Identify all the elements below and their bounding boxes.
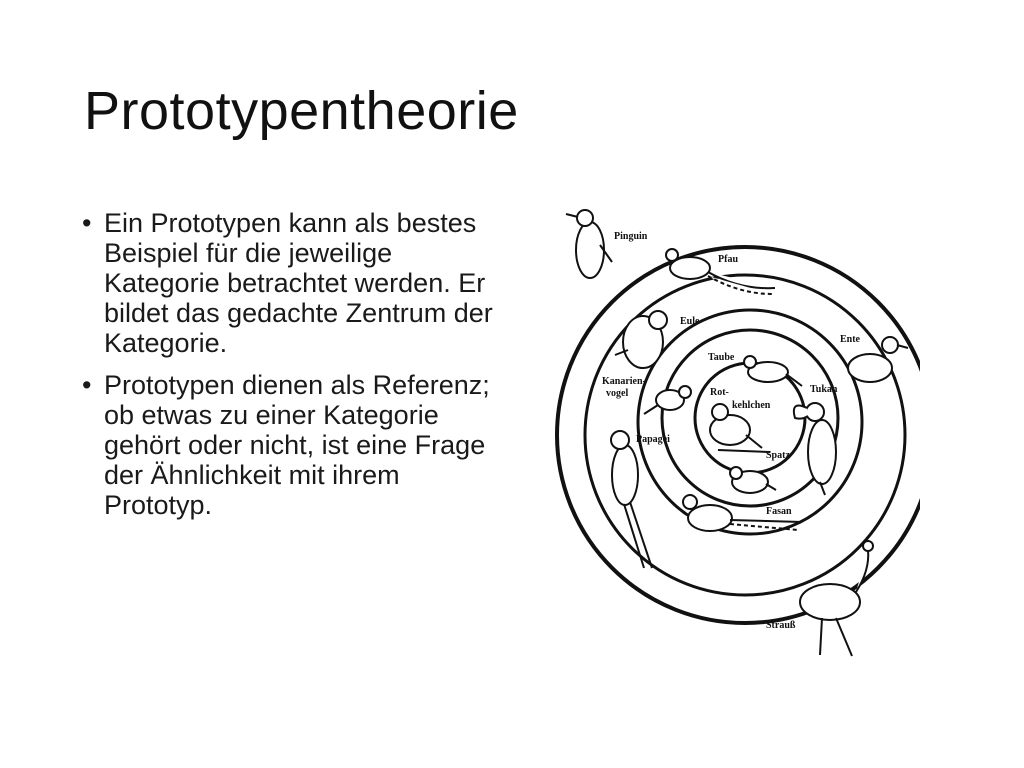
label-strauss: Strauß bbox=[766, 620, 796, 631]
toucan-icon bbox=[794, 403, 836, 495]
label-taube: Taube bbox=[708, 352, 735, 363]
label-fasan: Fasan bbox=[766, 506, 792, 517]
owl-icon bbox=[615, 311, 667, 368]
robin-icon bbox=[710, 404, 770, 452]
slide-title: Prototypentheorie bbox=[84, 81, 519, 141]
bullet-item: • Ein Prototypen kann als bestes Beispiel für die jeweilige Kategorie betrachtet werden. Er bildet das gedachte Zentrum der Kategorie. bbox=[82, 208, 502, 358]
label-papagei: Papagei bbox=[636, 434, 670, 445]
label-kanarienvogel-line2: vogel bbox=[606, 388, 629, 399]
prototype-bird-diagram bbox=[540, 190, 920, 670]
label-ente: Ente bbox=[840, 334, 860, 345]
bullet-list bbox=[82, 208, 502, 532]
label-kanarienvogel-line1: Kanarien- bbox=[602, 376, 646, 387]
label-pinguin: Pinguin bbox=[614, 231, 648, 242]
label-rotkehlchen-line2: kehlchen bbox=[732, 400, 771, 411]
pigeon-icon bbox=[744, 356, 802, 386]
label-eule: Eule bbox=[680, 316, 700, 327]
penguin-icon bbox=[566, 210, 612, 278]
label-tukan: Tukan bbox=[810, 384, 838, 395]
bullet-item: • Prototypen dienen als Referenz; ob etwas zu einer Kategorie gehört oder nicht, ist eine Frage der Ähnlichkeit mit ihrem Prototyp. bbox=[82, 370, 502, 520]
canary-icon bbox=[644, 386, 691, 414]
label-rotkehlchen-line1: Rot- bbox=[710, 387, 729, 398]
label-pfau: Pfau bbox=[718, 254, 738, 265]
bird-diagram-svg bbox=[540, 190, 920, 670]
label-spatz: Spatz bbox=[766, 450, 790, 461]
ostrich-icon bbox=[800, 541, 873, 656]
